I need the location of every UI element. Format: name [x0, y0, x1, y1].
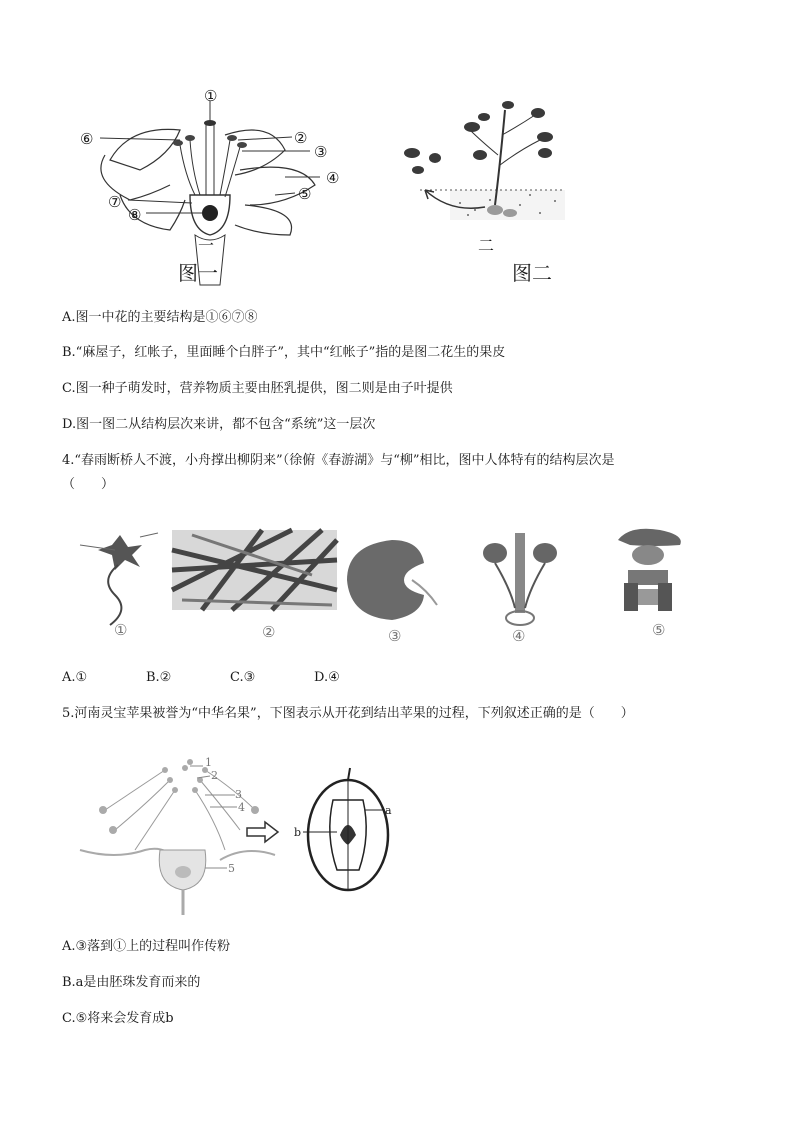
flower-diagram	[70, 85, 360, 285]
q3-option-a: A.图一中花的主要结构是①⑥⑦⑧	[62, 310, 258, 325]
q4-stem-line2: （ ）	[62, 477, 115, 492]
q4-image-label-2: ②	[262, 623, 276, 641]
peanut-plant-diagram	[400, 95, 580, 285]
q4-option-c: C.③	[230, 670, 256, 685]
fig1-caption-mark: 一	[198, 236, 215, 255]
q5-fruit-label-b: b	[294, 826, 302, 839]
fig2-caption-mark: 二	[478, 236, 495, 255]
apple-flower-to-fruit-diagram	[75, 750, 395, 915]
q4-image-label-1: ①	[114, 621, 128, 639]
q4-image-label-3: ③	[388, 627, 402, 645]
q4-stem-line1: 4.“春雨断桥人不渡，小舟撑出柳阴来”（徐俯《春游湖》与“柳”相比，图中人体特有的结构层次是	[62, 453, 615, 468]
fig1-label-5: ⑤	[298, 185, 312, 203]
q3-option-b: B.“麻屋子，红帐子，里面睡个白胖子”，其中“红帐子”指的是图二花生的果皮	[62, 345, 506, 360]
q4-image-label-4: ④	[512, 627, 526, 645]
q4-option-a: A.①	[62, 670, 88, 685]
q4-option-b: B.②	[146, 670, 172, 685]
q5-fruit-label-a: a	[385, 804, 392, 817]
q5-option-c: C.⑤将来会发育成b	[62, 1011, 174, 1026]
fig1-label-4: ④	[326, 169, 340, 187]
q3-option-d: D.图一图二从结构层次来讲，都不包含“系统”这一层次	[62, 417, 376, 432]
q4-images	[70, 525, 710, 645]
urinary-system-image	[475, 533, 565, 633]
q5-flower-label-5: 5	[228, 862, 235, 875]
q3-option-c: C.图一种子萌发时，营养物质主要由胚乳提供，图二则是由子叶提供	[62, 381, 453, 396]
q5-flower-label-1: 1	[205, 756, 212, 769]
fig1-label-6: ⑥	[80, 130, 94, 148]
fig1-label-2: ②	[294, 129, 308, 147]
q4-image-label-5: ⑤	[652, 621, 666, 639]
q5-flower-label-4: 4	[238, 801, 245, 814]
q5-flower-label-2: 2	[211, 769, 218, 782]
fig1-label-7: ⑦	[108, 193, 122, 211]
human-body-image	[610, 525, 690, 625]
fig1-label-3: ③	[314, 143, 328, 161]
figure-2-peanut-plant	[400, 95, 580, 285]
q4-option-d: D.④	[314, 670, 340, 685]
fig1-label-8: ⑧	[128, 206, 142, 224]
fig1-caption: 图一	[178, 261, 218, 285]
q5-flower-label-3: 3	[235, 788, 242, 801]
tissue-image	[172, 530, 337, 610]
neuron-image	[70, 525, 160, 635]
q5-option-a: A.③落到①上的过程叫作传粉	[62, 939, 231, 954]
fig2-caption: 图二	[512, 261, 552, 285]
q5-figure	[75, 750, 395, 915]
figure-1-flower	[70, 85, 360, 285]
q5-stem: 5.河南灵宝苹果被誉为“中华名果”，下图表示从开花到结出苹果的过程，下列叙述正确的是（ ）	[62, 706, 634, 721]
q5-option-b: B.a是由胚珠发育而来的	[62, 975, 201, 990]
fig1-label-1: ①	[204, 87, 218, 105]
kidney-image	[342, 535, 442, 625]
